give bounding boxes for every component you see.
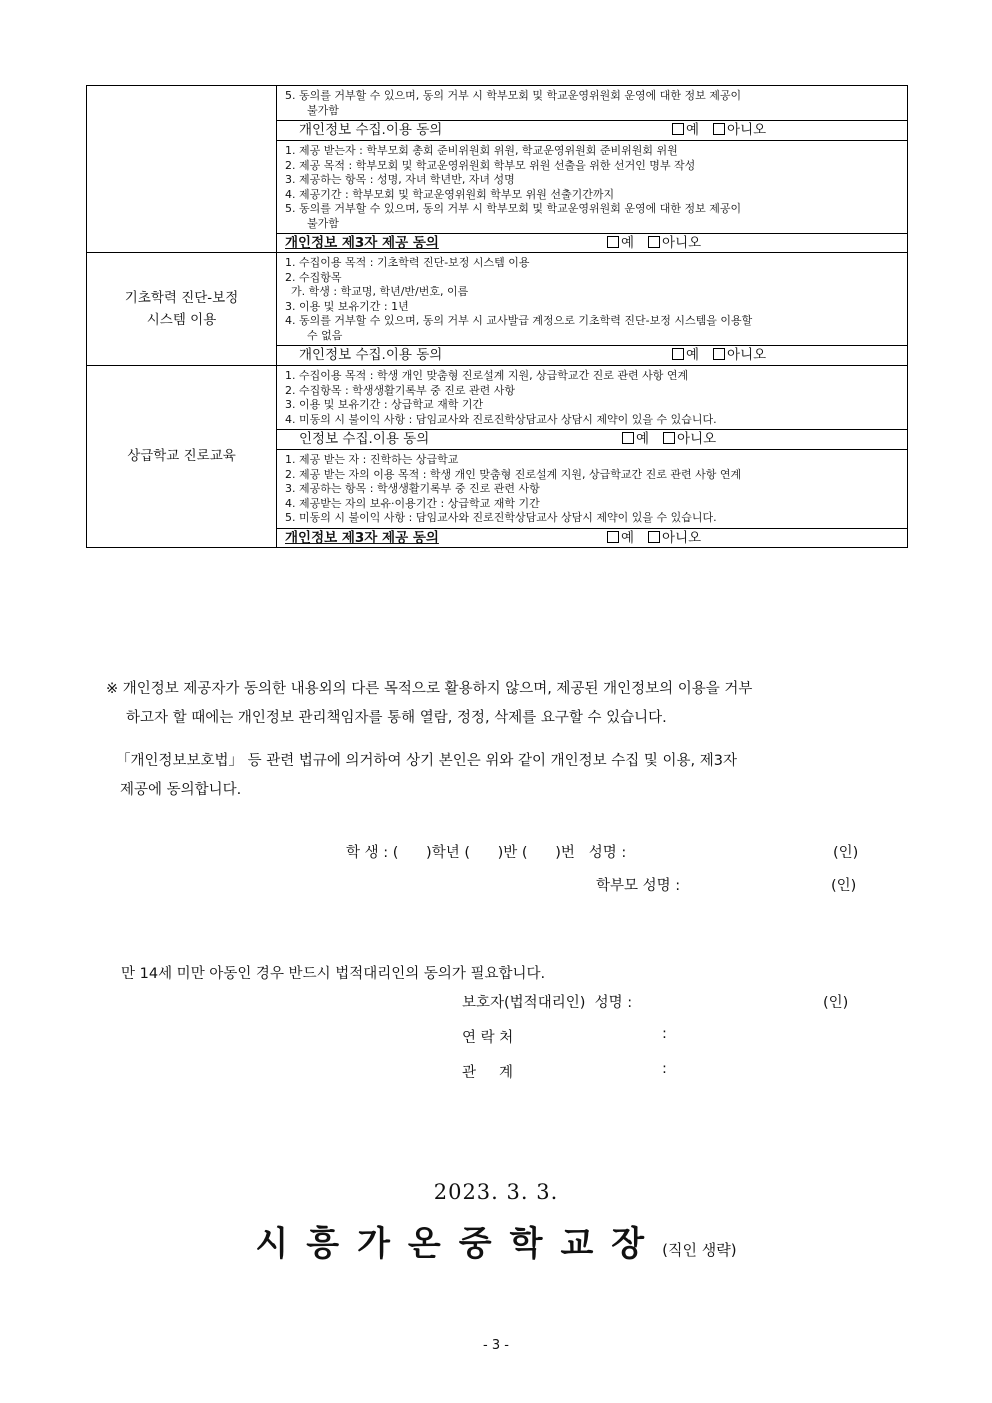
- consent-detail-cell: [277, 141, 908, 234]
- no-checkbox[interactable]: [648, 236, 660, 248]
- detail-line: 4. 동의를 거부할 수 있으며, 동의 거부 시 교사발급 계정으로 기초학력 진단-보정 시스템을 이용할: [285, 314, 753, 327]
- collection-consent-cell: [277, 346, 908, 366]
- collection-consent-label: 개인정보 수집.이용 동의: [299, 347, 443, 363]
- no-checkbox[interactable]: [648, 531, 660, 543]
- detail-line: 4. 제공받는 자의 보유·이용기간 : 상급학교 재학 기간: [285, 496, 540, 510]
- seal-omitted-note: (직인 생략): [662, 1241, 737, 1259]
- consent-table: [86, 85, 908, 548]
- table-row: [87, 253, 908, 346]
- detail-line: 불가함: [307, 103, 339, 117]
- row-category-label: 기초학력 진단-보정 시스템 이용: [87, 253, 277, 366]
- yes-checkbox[interactable]: [607, 236, 619, 248]
- detail-line: 5. 미동의 시 불이익 사항 : 담임교사와 진로진학상담교사 상담시 제약이 있을 수 있습니다.: [285, 511, 717, 524]
- detail-line: 3. 제공하는 항목 : 성명, 자녀 학년반, 자녀 성명: [285, 173, 515, 186]
- consent-detail-cell: [277, 86, 908, 121]
- contact-label: 연 락 처: [462, 1030, 514, 1046]
- no-label: 아니오: [662, 235, 702, 251]
- no-checkbox[interactable]: [713, 348, 725, 360]
- guardian-seal: (인): [823, 995, 849, 1011]
- yes-label: 예: [636, 431, 650, 447]
- row-category-label: 상급학교 진로교육: [87, 366, 277, 548]
- detail-line: 1. 수집이용 목적 : 학생 개인 맞춤형 진로설계 지원, 상급학교간 진로 관련 사항 연계: [285, 369, 689, 382]
- yes-label: 예: [621, 529, 635, 546]
- school-name: 시흥가온중학교장: [255, 1224, 663, 1264]
- yes-checkbox[interactable]: [622, 432, 634, 444]
- yes-label: 예: [686, 347, 700, 363]
- detail-line: 1. 제공 받는자 : 학부모회 총회 준비위원회 위원, 학교운영위원회 준비위원회 위원: [285, 144, 678, 157]
- parent-seal: (인): [831, 878, 857, 894]
- consent-detail-cell: [277, 366, 908, 430]
- relation-label: 관 계: [462, 1065, 514, 1081]
- no-label: 아니오: [727, 122, 767, 138]
- collection-consent-cell: [277, 121, 908, 141]
- yes-checkbox[interactable]: [672, 348, 684, 360]
- detail-line: 수 없음: [307, 328, 343, 342]
- detail-line: 1. 제공 받는 자 : 진학하는 상급학교: [285, 453, 459, 466]
- third-party-consent-cell: [277, 234, 908, 253]
- third-party-consent-label: 개인정보 제3자 제공 동의: [285, 529, 439, 546]
- detail-line: 5. 동의를 거부할 수 있으며, 동의 거부 시 학부모회 및 학교운영위원회 운영에 대한 정보 제공이: [285, 89, 742, 102]
- row-category-label: [87, 86, 277, 253]
- collection-consent-label: 인정보 수집.이용 동의: [299, 431, 430, 447]
- detail-line: 3. 이용 및 보유기간 : 1년: [285, 299, 409, 313]
- no-label: 아니오: [662, 529, 702, 546]
- detail-line: 2. 제공 받는 자의 이용 목적 : 학생 개인 맞춤형 진로설계 지원, 상급학교간 진로 관련 사항 연계: [285, 467, 742, 481]
- contact-colon: :: [662, 1026, 667, 1042]
- yes-checkbox[interactable]: [672, 123, 684, 135]
- detail-line: 4. 제공기간 : 학부모회 및 학교운영위원회 학부모 위원 선출기간까지: [285, 187, 615, 201]
- consent-detail-cell: [277, 450, 908, 529]
- guardian-signature-line: 보호자(법적대리인) 성명 :: [462, 995, 633, 1011]
- student-seal: (인): [833, 845, 859, 861]
- page-number: - 3 -: [483, 1338, 509, 1353]
- yes-label: 예: [621, 235, 635, 251]
- no-checkbox[interactable]: [713, 123, 725, 135]
- detail-line: 5. 동의를 거부할 수 있으며, 동의 거부 시 학부모회 및 학교운영위원회 운영에 대한 정보 제공이: [285, 202, 742, 215]
- no-label: 아니오: [727, 347, 767, 363]
- minor-note: 만 14세 미만 아동인 경우 반드시 법적대리인의 동의가 필요합니다.: [121, 966, 546, 982]
- collection-consent-cell: [277, 430, 908, 450]
- document-date: 2023. 3. 3.: [433, 1180, 559, 1204]
- consent-statement: 「개인정보보호법」 등 관련 법규에 의거하여 상기 본인은 위와 같이 개인정보 수집 및 이용, 제3자 제공에 동의합니다.: [116, 753, 738, 798]
- student-signature-line: 학 생 : ( )학년 ( )반 ( )번 성명 :: [346, 845, 627, 861]
- detail-line: 2. 제공 목적 : 학부모회 및 학교운영위원회 학부모 위원 선출을 위한 선거인 명부 작성: [285, 158, 696, 172]
- detail-line: 불가함: [307, 216, 339, 230]
- no-checkbox[interactable]: [663, 432, 675, 444]
- table-row: [87, 86, 908, 121]
- collection-consent-label: 개인정보 수집.이용 동의: [299, 122, 443, 138]
- school-principal: [0, 1216, 992, 1265]
- no-label: 아니오: [677, 431, 717, 447]
- parent-signature-line: 학부모 성명 :: [596, 878, 681, 894]
- third-party-consent-cell: [277, 528, 908, 547]
- detail-line: 3. 제공하는 항목 : 학생생활기록부 중 진로 관련 사항: [285, 482, 540, 495]
- detail-line: 4. 미동의 시 불이익 사항 : 담임교사와 진로진학상담교사 상담시 제약이 있을 수 있습니다.: [285, 412, 717, 426]
- consent-detail-cell: [277, 253, 908, 346]
- notice-text: ※ 개인정보 제공자가 동의한 내용외의 다른 목적으로 활용하지 않으며, 제공된 개인정보의 이용을 거부 하고자 할 때에는 개인정보 관리책임자를 통해 열람, 정정, 삭제를 요구할 수 있습니다.: [106, 681, 753, 726]
- detail-line: 3. 이용 및 보유기간 : 상급학교 재학 기간: [285, 398, 484, 411]
- table-row: [87, 366, 908, 430]
- third-party-consent-label: 개인정보 제3자 제공 동의: [285, 235, 439, 251]
- detail-line: 2. 수집항목 : 학생생활기록부 중 진로 관련 사항: [285, 383, 515, 397]
- detail-line: 2. 수집항목: [285, 270, 342, 284]
- yes-checkbox[interactable]: [607, 531, 619, 543]
- yes-label: 예: [686, 122, 700, 138]
- relation-colon: :: [662, 1061, 667, 1077]
- detail-line: 가. 학생 : 학교명, 학년/반/번호, 이름: [291, 285, 469, 298]
- detail-line: 1. 수집이용 목적 : 기초학력 진단-보정 시스템 이용: [285, 256, 530, 269]
